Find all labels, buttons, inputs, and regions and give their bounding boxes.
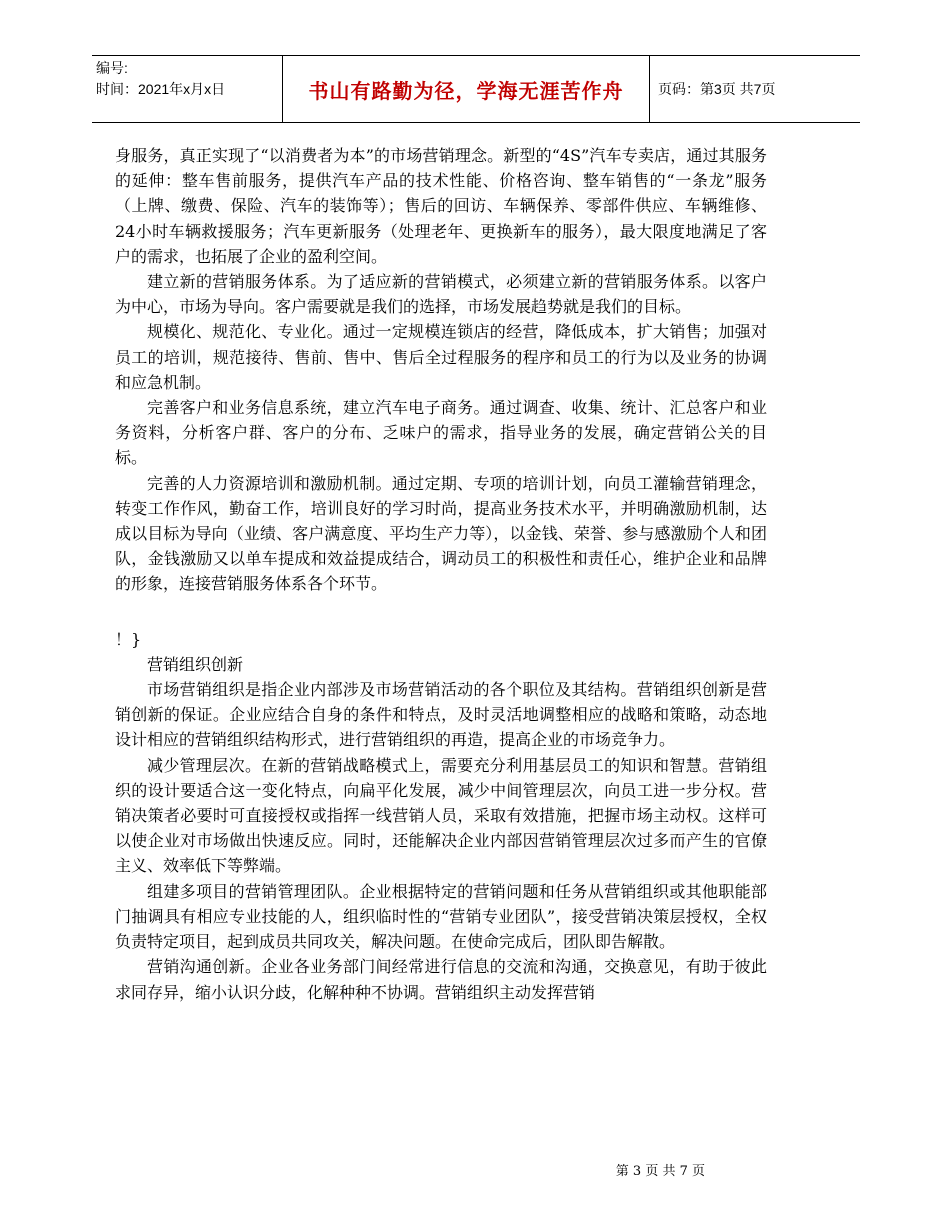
body-paragraph: 完善客户和业务信息系统，建立汽车电子商务。通过调查、收集、统计、汇总客户和业务资料，分析客户群、客户的分布、乏味户的需求，指导业务的发展，确定营销公关的目标。 bbox=[115, 398, 767, 468]
section-heading: 营销组织创新 bbox=[147, 654, 244, 674]
document-body bbox=[115, 143, 767, 1005]
body-paragraph: 减少管理层次。在新的营销战略模式上，需要充分利用基层员工的知识和智慧。营销组织的设计要适合这一变化特点，向扁平化发展，减少中间管理层次，向员工进一步分权。营销决策者必要时可直接授权或指挥一线营销人员，采取有效措施，把握市场主动权。这样可以使企业对市场做出快速反应。同时，还能解决企业内部因营销管理层次过多而产生的官僚主义、效率低下等弊端。 bbox=[115, 755, 767, 876]
body-paragraph: 营销沟通创新。企业各业务部门间经常进行信息的交流和沟通，交换意见，有助于彼此求同存异，缩小认识分歧，化解种种不协调。营销组织主动发挥营销 bbox=[115, 957, 767, 1002]
paragraph-spacer bbox=[115, 597, 767, 627]
body-paragraph: 市场营销组织是指企业内部涉及市场营销活动的各个职位及其结构。营销组织创新是营销创新的保证。企业应结合自身的条件和特点，及时灵活地调整相应的战略和策略，动态地设计相应的营销组织结构形式，进行营销组织的再造，提高企业的市场竞争力。 bbox=[115, 680, 767, 750]
header-page-number: 页码：第3页 共7页 bbox=[658, 81, 776, 97]
body-paragraph: 规模化、规范化、专业化。通过一定规模连锁店的经营，降低成本，扩大销售；加强对员工的培训，规范接待、售前、售中、售后全过程服务的程序和员工的行为以及业务的协调和应急机制。 bbox=[115, 322, 767, 392]
page-footer: 第 3 页 共 7 页 bbox=[615, 1164, 705, 1179]
header-info bbox=[92, 56, 282, 122]
page-header bbox=[92, 55, 860, 123]
body-paragraph: 完善的人力资源培训和激励机制。通过定期、专项的培训计划，向员工灌输营销理念，转变工作作风，勤奋工作，培训良好的学习时尚，提高业务技术水平，并明确激励机制，达成以目标为导向（业绩、客户满意度、平均生产力等），以金钱、荣誉、参与感激励个人和团队，金钱激励又以单车提成和效益提成结合，调动员工的积极性和责任心，维护企业和品牌的形象，连接营销服务体系各个环节。 bbox=[115, 473, 767, 594]
body-paragraph: 组建多项目的营销管理团队。企业根据特定的营销问题和任务从营销组织或其他职能部门抽调具有相应专业技能的人，组织临时性的“营销专业团队”，接受营销决策层授权，全权负责特定项目，起到成员共同攻关，解决问题。在使命完成后，团队即告解散。 bbox=[115, 881, 767, 952]
body-paragraph: 建立新的营销服务体系。为了适应新的营销模式，必须建立新的营销服务体系。以客户为中心，市场为导向。客户需要就是我们的选择，市场发展趋势就是我们的目标。 bbox=[115, 272, 767, 317]
header-motto: 书山有路勤为径，学海无涯苦作舟 bbox=[282, 56, 650, 122]
stray-mark: ！} bbox=[115, 629, 142, 649]
document-number-label: 编号: bbox=[96, 60, 128, 76]
body-paragraph: 身服务，真正实现了“以消费者为本”的市场营销理念。新型的“4S”汽车专卖店，通过其服务的延伸：整车售前服务，提供汽车产品的技术性能、价格咨询、整车销售的“一条龙”服务（上牌、缴费、保险、汽车的装饰等）；售后的回访、车辆保养、零部件供应、车辆维修、24小时车辆救援服务；汽车更新服务（处理老年、更换新车的服务），最大限度地满足了客户的需求，也拓展了企业的盈利空间。 bbox=[115, 146, 767, 266]
document-date-label: 时间：2021年x月x日 bbox=[96, 81, 226, 97]
